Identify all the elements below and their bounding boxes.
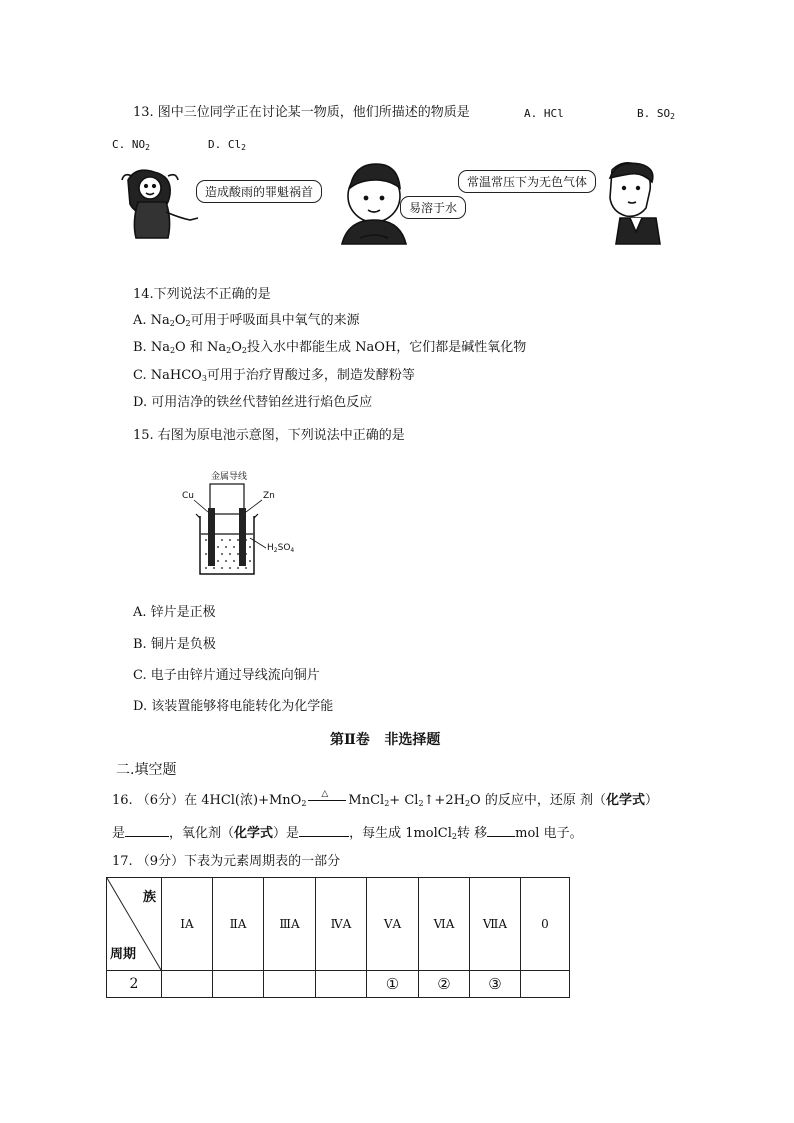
- group-header: ⅤA: [367, 878, 419, 971]
- group-header: ⅦA: [470, 878, 521, 971]
- speech-bubble-soluble: 易溶于水: [400, 196, 466, 219]
- group-header: ⅠA: [162, 878, 213, 971]
- section-title: 第Ⅱ卷 非选择题: [330, 732, 441, 748]
- table-cell: ③: [470, 971, 521, 998]
- galvanic-cell-diagram: [176, 472, 296, 582]
- man-figure-icon: [610, 163, 660, 244]
- table-corner-cell: [107, 878, 162, 971]
- table-cell: [264, 971, 316, 998]
- oxidizing-agent-blank[interactable]: [299, 823, 349, 837]
- q16-line-2: 是 ，氧化剂（化学式）是 ，每生成 1molCl$_2$转 移 mol 电子。: [112, 823, 583, 843]
- table-cell: ①: [367, 971, 419, 998]
- q14-option-a: A. $Na_2O_2$可用于呼吸面具中氧气的来源: [133, 313, 360, 328]
- boy-figure-icon: [342, 164, 406, 244]
- table-cell: [213, 971, 264, 998]
- corner-period-label: 周期: [110, 947, 137, 962]
- q13-option-d: D. $Cl_2$: [208, 138, 246, 152]
- q15-option-b: B. 铜片是负极: [133, 637, 216, 652]
- periodic-table-fragment: [106, 877, 570, 998]
- group-header: ⅡA: [213, 878, 264, 971]
- q15-option-c: C. 电子由锌片通过导线流向铜片: [133, 668, 320, 683]
- q16-line-1: 16. （6分）在 4HCl(浓)+MnO$_2$ △ MnCl$_2$+ $Cl_2↑+2H_2O$ 的反应中，还原 剂（化学式）: [112, 789, 658, 808]
- q15-stem: 15. 右图为原电池示意图，下列说法中正确的是: [133, 428, 405, 443]
- q15-option-d: D. 该装置能够将电能转化为化学能: [133, 699, 334, 714]
- q14-option-b: B. $Na_2O$ 和 $Na_2O_2$投入水中都能生成 NaOH，它们都是碱性氧化物: [133, 340, 527, 355]
- group-header: 0: [521, 878, 570, 971]
- reducing-agent-blank[interactable]: [125, 823, 169, 837]
- q14-stem: 14.下列说法不正确的是: [133, 287, 271, 302]
- group-header: ⅢA: [264, 878, 316, 971]
- q14-option-c: C. NaHCO$_3$可用于治疗胃酸过多，制造发酵粉等: [133, 368, 415, 383]
- diagram-wire-label: 金属导线: [211, 472, 248, 482]
- q13-option-b: B. $SO_2$: [637, 107, 675, 121]
- table-cell: [521, 971, 570, 998]
- q13-option-c: C. $NO_2$: [112, 138, 150, 152]
- girl-figure-icon: [122, 170, 198, 238]
- group-header: ⅥA: [419, 878, 470, 971]
- zinc-electrode: [239, 508, 246, 566]
- diagram-solution-label: $H_2SO_4$: [267, 543, 295, 554]
- table-cell: ②: [419, 971, 470, 998]
- reaction-condition-arrow: △: [306, 792, 348, 810]
- table-header-row: [107, 878, 570, 971]
- diagram-zn-label: Zn: [263, 491, 275, 501]
- speech-bubble-acid-rain: 造成酸雨的罪魁祸首: [196, 180, 322, 203]
- table-cell: [316, 971, 367, 998]
- q15-option-a: A. 锌片是正极: [133, 605, 216, 620]
- table-cell: [162, 971, 213, 998]
- section-subtitle: 二.填空题: [116, 762, 177, 778]
- speech-bubble-colorless-gas: 常温常压下为无色气体: [458, 170, 596, 193]
- q13-option-a: A. HCl: [524, 107, 564, 120]
- q13-cartoon-illustration: [0, 158, 794, 258]
- q13-stem-line: [133, 104, 470, 122]
- q17-stem: 17. （9分）下表为元素周期表的一部分: [112, 854, 341, 869]
- corner-group-label: 族: [142, 890, 156, 905]
- electron-mol-blank[interactable]: [487, 823, 515, 837]
- period-label: 2: [107, 971, 162, 998]
- q13-stem: 13. 图中三位同学正在讨论某一物质，他们所描述的物质是: [133, 105, 470, 120]
- diagram-cu-label: Cu: [182, 491, 194, 501]
- q14-option-d: D. 可用洁净的铁丝代替铂丝进行焰色反应: [133, 395, 373, 410]
- group-header: ⅣA: [316, 878, 367, 971]
- copper-electrode: [208, 508, 215, 566]
- table-row: [107, 971, 570, 998]
